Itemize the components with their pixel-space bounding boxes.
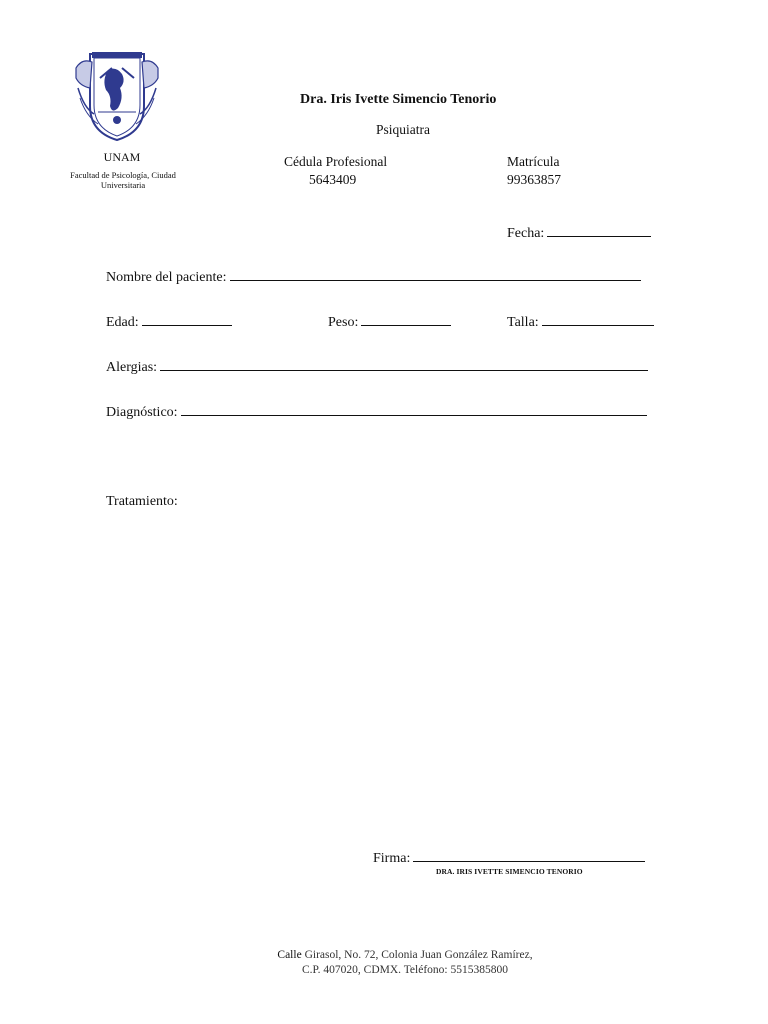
cedula-value: 5643409 — [309, 172, 357, 187]
nombre-input[interactable] — [230, 279, 641, 281]
firma-field — [373, 851, 645, 867]
cedula-label: Cédula Profesional — [284, 154, 388, 169]
edad-label: Edad: — [106, 315, 139, 330]
alergias-label: Alergias: — [106, 360, 158, 375]
specialty: Psiquiatra — [376, 122, 430, 137]
footer-line1: Girasol, No. 72, Colonia Juan González Ramírez, — [304, 949, 533, 961]
nombre-label: Nombre del paciente: — [106, 270, 227, 285]
alergias-field — [106, 360, 648, 376]
nombre-field — [106, 270, 641, 286]
talla-label: Talla: — [507, 315, 539, 330]
alergias-input[interactable] — [160, 369, 648, 371]
firma-line[interactable] — [413, 860, 645, 862]
peso-field — [328, 315, 451, 331]
diagnostico-field — [106, 405, 647, 421]
footer-line2: C.P. 407020, CDMX. Teléfono: 5515385800 — [302, 964, 508, 976]
faculty-label: Facultad de Psicología, Ciudad Universitaria — [70, 170, 176, 190]
unam-seal-logo — [72, 48, 162, 144]
signer-name: DRA. IRIS IVETTE SIMENCIO TENORIO — [436, 867, 583, 876]
talla-field — [507, 315, 654, 331]
edad-input[interactable] — [142, 324, 232, 326]
peso-label: Peso: — [328, 315, 359, 330]
fecha-input[interactable] — [547, 235, 651, 237]
diagnostico-input[interactable] — [181, 414, 647, 416]
footer-address — [220, 948, 590, 978]
matricula-label: Matrícula — [507, 154, 560, 169]
doctor-name: Dra. Iris Ivette Simencio Tenorio — [300, 92, 497, 107]
tratamiento-area[interactable] — [106, 516, 658, 836]
diagnostico-label: Diagnóstico: — [106, 405, 178, 420]
fecha-field — [507, 226, 651, 242]
talla-input[interactable] — [542, 324, 654, 326]
tratamiento-label: Tratamiento: — [106, 494, 178, 509]
edad-field — [106, 315, 232, 331]
peso-input[interactable] — [361, 324, 451, 326]
firma-label: Firma: — [373, 851, 411, 866]
footer-street-prefix: Calle — [277, 949, 302, 961]
matricula-value: 99363857 — [507, 172, 561, 187]
unam-label: UNAM — [103, 150, 141, 164]
fecha-label: Fecha: — [507, 226, 545, 241]
